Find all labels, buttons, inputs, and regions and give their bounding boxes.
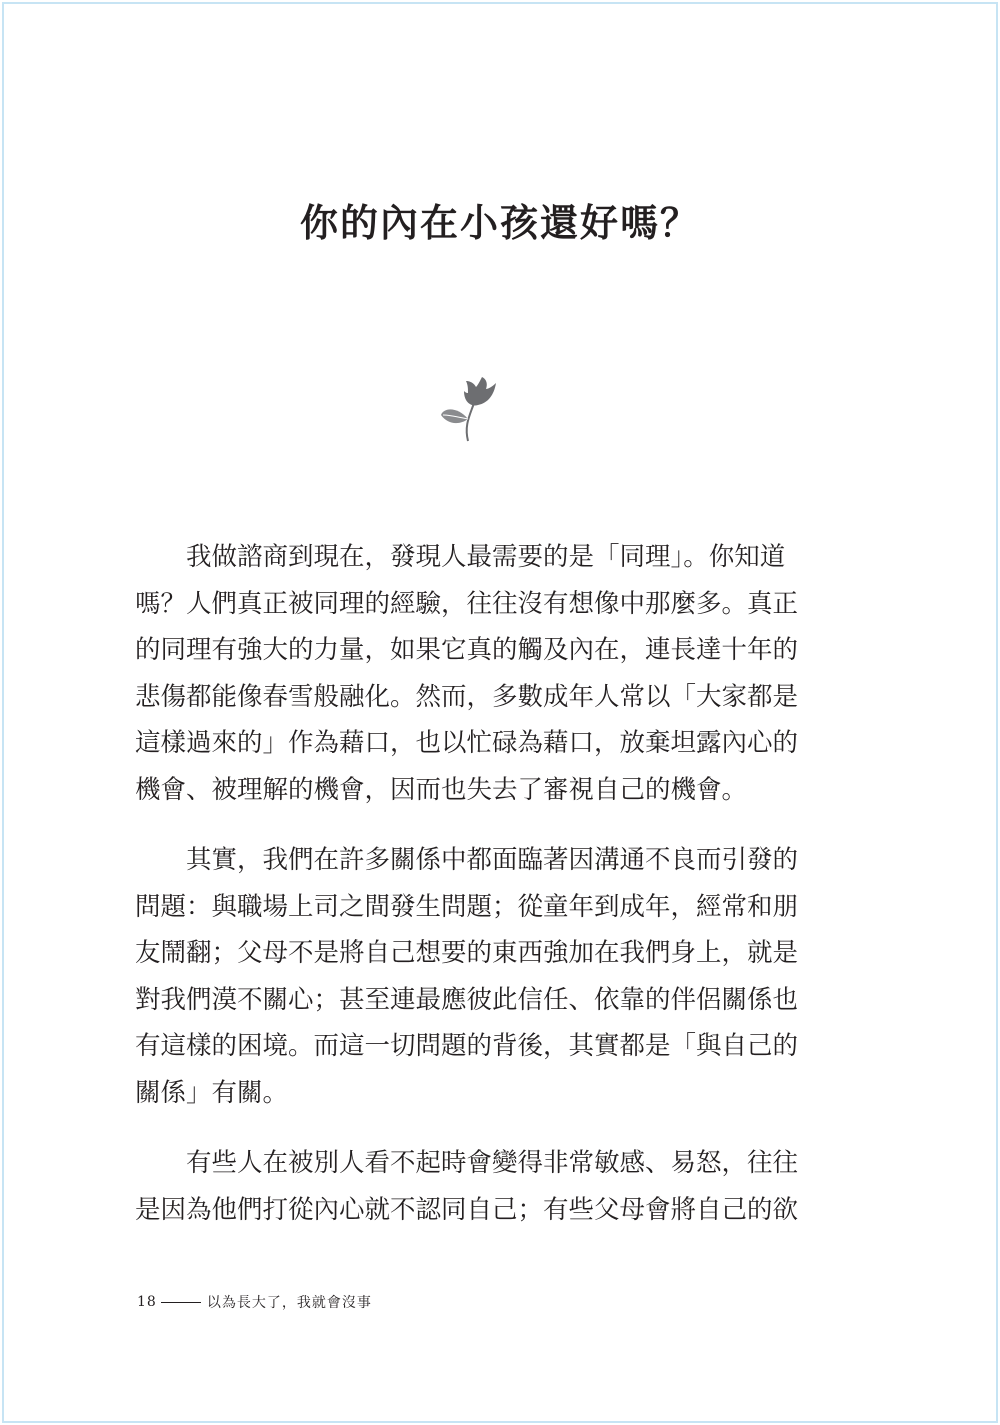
paragraph-3: 有些人在被別人看不起時會變得非常敏感、易怒，往往是因為他們打從內心就不認同自己；有些父母會將自己的欲: [135, 1148, 799, 1225]
chapter-title: 你的內在小孩還好嗎？: [299, 200, 700, 245]
paragraph-2: 其實，我們在許多關係中都面臨著因溝通不良而引發的問題：與職場上司之間發生問題；從童年到成年，經常和朋友鬧翻；父母不是將自己想要的東西強加在我們身上，就是對我們漠不關心；甚至連最應彼此信任、依靠的伴侶關係也有這樣的困境。而這一切問題的背後，其實都是「與自己的關係」有關。: [135, 845, 799, 1108]
flower-icon: [438, 377, 502, 443]
footer-book-title: 以為長大了，我就會沒事: [206, 1295, 372, 1311]
page-number: 18: [137, 1294, 157, 1310]
page-footer: [137, 1292, 372, 1312]
paragraph-1: 我做諮商到現在，發現人最需要的是「同理」。你知道嗎？人們真正被同理的經驗，往往沒有想像中那麼多。真正的同理有強大的力量，如果它真的觸及內在，連長達十年的悲傷都能像春雪般融化。然而，多數成年人常以「大家都是這樣過來的」作為藉口，也以忙碌為藉口，放棄坦露內心的機會、被理解的機會，因而也失去了審視自己的機會。: [135, 542, 799, 805]
body-text: [135, 534, 813, 1257]
footer-dash: [161, 1302, 201, 1303]
